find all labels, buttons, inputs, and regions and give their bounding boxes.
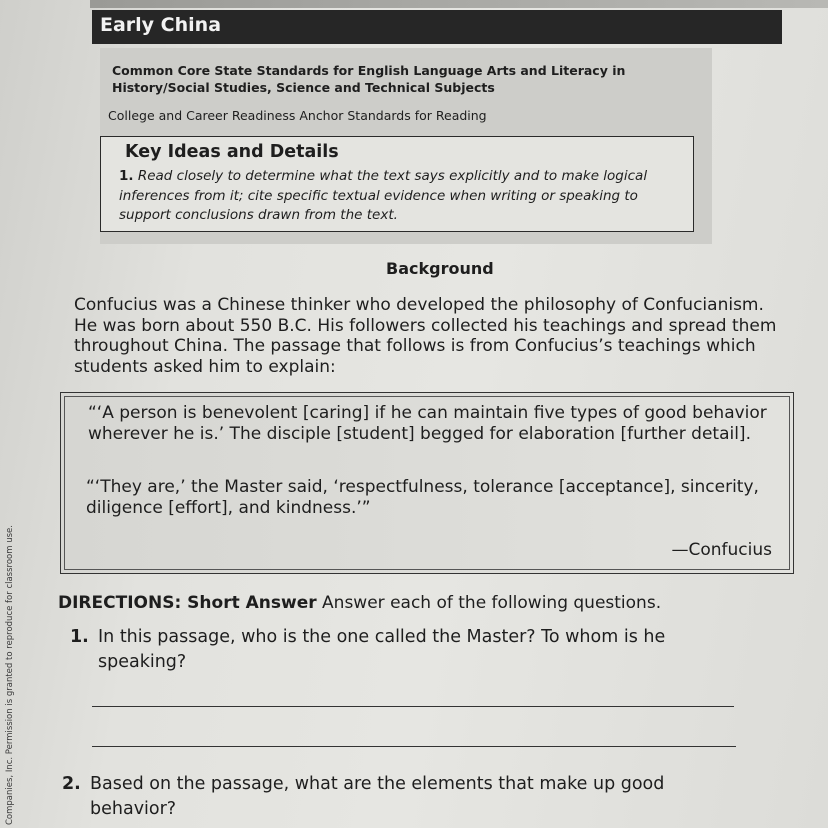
standards-subtitle: College and Career Readiness Anchor Standards for Reading xyxy=(108,108,487,123)
standards-title-line2: History/Social Studies, Science and Technical Subjects xyxy=(112,80,495,95)
question-1-number: 1. xyxy=(70,627,89,647)
question-2-text: Based on the passage, what are the elements that make up good behavior? xyxy=(90,774,665,819)
directions-lead: DIRECTIONS: Short Answer xyxy=(58,593,317,613)
key-ideas-title: Key Ideas and Details xyxy=(125,142,339,162)
question-2-number: 2. xyxy=(62,774,81,794)
standards-title-line1: Common Core State Standards for English Language Arts and Literacy in xyxy=(112,63,626,78)
key-ideas-item-text: Read closely to determine what the text says explicitly and to make logical inferences from it; cite specific textual evidence when writing or speaking to support conclusions drawn from the text. xyxy=(119,168,648,223)
side-credit: Companies, Inc. Permission is granted to reproduce for classroom use. xyxy=(5,525,15,825)
quote-paragraph-2: “‘They are,’ the Master said, ‘respectfulness, tolerance [acceptance], sincerity, diligence [effort], and kindness.’” xyxy=(86,477,759,518)
top-strip xyxy=(90,0,828,8)
standards-title xyxy=(112,62,672,96)
page-title: Early China xyxy=(100,14,222,36)
answer-line-1a[interactable] xyxy=(92,706,734,707)
key-ideas-item-number: 1. xyxy=(119,168,134,184)
quote-paragraph-1: “‘A person is benevolent [caring] if he can maintain five types of good behavior wherever he is.’ The disciple [student] begged for elaboration [further detail]. xyxy=(88,403,767,444)
question-2 xyxy=(62,772,742,822)
header-bar xyxy=(92,10,782,44)
question-1-text: In this passage, who is the one called the Master? To whom is he speaking? xyxy=(98,627,666,672)
key-ideas-box xyxy=(100,136,694,232)
directions xyxy=(58,593,798,613)
key-ideas-text xyxy=(119,167,679,226)
answer-line-1b[interactable] xyxy=(92,746,736,747)
question-1 xyxy=(70,625,750,675)
background-heading: Background xyxy=(386,259,494,278)
directions-text: Answer each of the following questions. xyxy=(322,593,662,613)
background-paragraph: Confucius was a Chinese thinker who developed the philosophy of Confucianism. He was born about 550 B.C. His followers collected his teachings and spread them throughout China. The passage that follows is from Confucius’s teachings which students asked him to explain: xyxy=(74,295,777,377)
quote-attribution: —Confucius xyxy=(671,540,772,560)
